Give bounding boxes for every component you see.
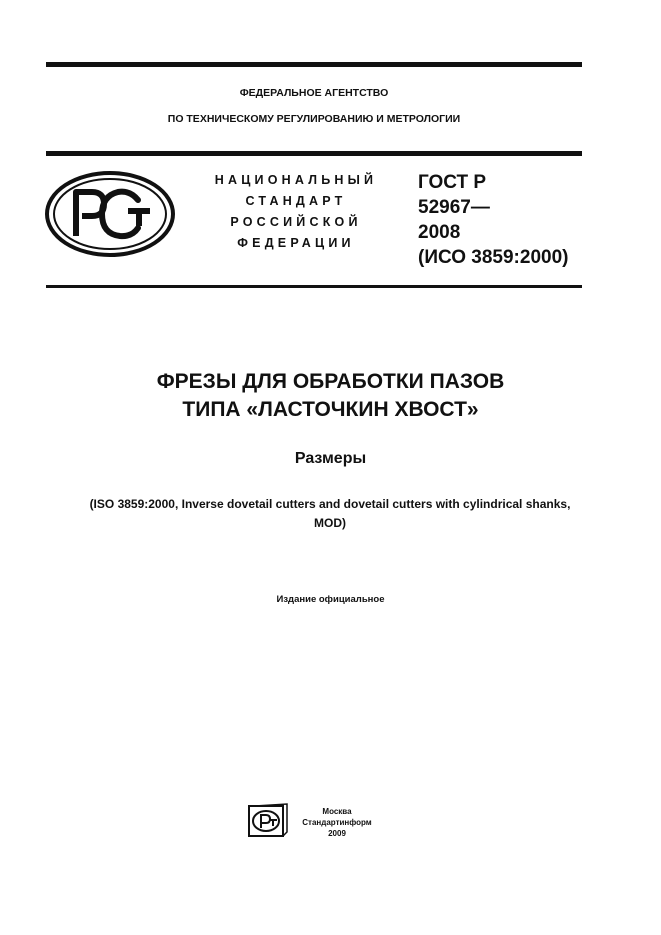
document-title xyxy=(0,368,661,424)
gost-line-3: 2008 xyxy=(418,222,461,243)
national-standard-line: ФЕДЕРАЦИИ xyxy=(237,236,355,250)
iso-reference-line-1: (ISO 3859:2000, Inverse dovetail cutters and dovetail cutters with cylindrical shanks, xyxy=(89,497,571,511)
middle-rule xyxy=(46,151,582,156)
top-rule xyxy=(46,62,582,67)
edition-note: Издание официальное xyxy=(276,594,385,605)
gost-designation xyxy=(418,170,568,270)
gost-line-2: 52967— xyxy=(418,197,490,218)
document-subtitle: Размеры xyxy=(294,450,367,467)
publisher-name: Стандартинформ xyxy=(302,818,372,827)
publisher-year: 2009 xyxy=(328,829,346,838)
national-standard-line: РОССИЙСКОЙ xyxy=(230,215,362,229)
national-standard-line: СТАНДАРТ xyxy=(245,194,347,208)
rst-logo-icon xyxy=(44,170,176,258)
agency-line-1: ФЕДЕРАЛЬНОЕ АГЕНТСТВО xyxy=(239,87,389,99)
publisher-city: Москва xyxy=(322,807,352,816)
title-line-1: ФРЕЗЫ ДЛЯ ОБРАБОТКИ ПАЗОВ xyxy=(156,370,505,393)
bottom-rule xyxy=(46,285,582,288)
national-standard-line: НАЦИОНАЛЬНЫЙ xyxy=(214,173,378,187)
publisher-logo-icon xyxy=(247,802,289,838)
iso-reference-line-2: MOD) xyxy=(314,516,346,530)
title-line-2: ТИПА «ЛАСТОЧКИН ХВОСТ» xyxy=(182,398,479,421)
agency-line-2: ПО ТЕХНИЧЕСКОМУ РЕГУЛИРОВАНИЮ И МЕТРОЛОГИИ xyxy=(167,113,461,125)
gost-line-1: ГОСТ Р xyxy=(418,172,487,193)
gost-line-4: (ИСО 3859:2000) xyxy=(418,247,569,268)
iso-reference xyxy=(40,495,620,533)
publisher-block xyxy=(296,806,378,839)
national-standard-block xyxy=(196,170,396,254)
